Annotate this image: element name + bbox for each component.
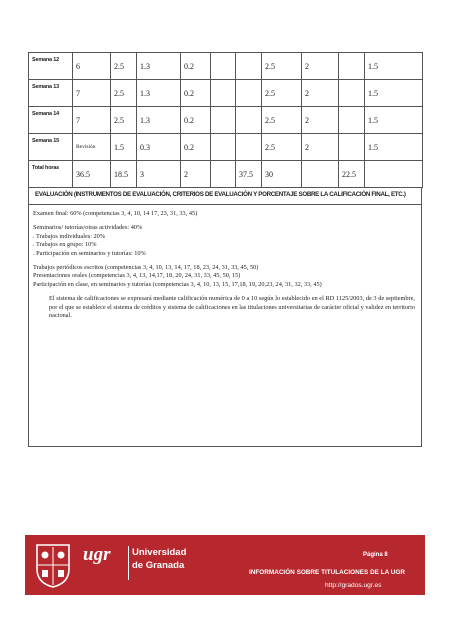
table-row <box>29 134 423 161</box>
week-label: Semana 15 <box>29 134 73 161</box>
table-cell <box>211 53 236 80</box>
table-cell <box>211 161 236 188</box>
table-cell: 1.5 <box>365 134 423 161</box>
table-cell: 1.5 <box>365 107 423 134</box>
document-body <box>28 52 422 447</box>
table-cell <box>236 134 262 161</box>
table-cell: 1.3 <box>137 107 181 134</box>
table-cell: 2.5 <box>111 53 137 80</box>
periodic-item: Participación en clase, en seminarios y tutorías (competencias 3, 4, 10, 13, 15, 17,18, 19, 20,23, 24, 31, 32, 33, 45) <box>33 280 322 288</box>
table-cell <box>302 161 339 188</box>
table-cell: 18.5 <box>111 161 137 188</box>
table-cell: 2 <box>302 107 339 134</box>
periodic-item: Trabajos periódicos escritos (competencias 3, 4, 10, 13, 14, 17, 18, 23, 24, 31, 33, 45, 50) <box>33 264 259 272</box>
seminars-title: Seminarios/ tutorías/otras actividades: 40% <box>33 224 143 232</box>
table-cell: 30 <box>262 161 302 188</box>
ugr-logo-text: ugr <box>83 544 111 565</box>
table-cell: 2 <box>302 80 339 107</box>
table-row-total <box>29 161 423 188</box>
table-cell: Revisión <box>73 134 111 161</box>
table-cell: 2.5 <box>262 107 302 134</box>
table-cell: 3 <box>137 161 181 188</box>
table-cell: 1.3 <box>137 53 181 80</box>
university-name <box>132 546 186 572</box>
table-row <box>29 53 423 80</box>
table-cell: 0.2 <box>181 53 211 80</box>
table-row <box>29 80 423 107</box>
total-label: Total horas <box>29 161 73 188</box>
table-cell <box>365 161 423 188</box>
divider <box>29 204 421 205</box>
university-name-line: Universidad <box>132 547 187 558</box>
website-link[interactable]: http://grados.ugr.es <box>325 582 382 589</box>
table-cell <box>236 80 262 107</box>
table-cell <box>339 80 365 107</box>
table-cell: 36.5 <box>73 161 111 188</box>
table-cell: 7 <box>73 107 111 134</box>
evaluation-text <box>33 210 417 326</box>
table-cell: 2.5 <box>111 80 137 107</box>
table-cell <box>211 107 236 134</box>
table-cell: 2.5 <box>262 134 302 161</box>
periodic-item: Presentaciones orales (competencias 3, 4, 13, 14,17, 18, 20, 24, 31, 33, 45, 50, 15) <box>33 272 241 280</box>
page-number: Página 8 <box>363 552 388 558</box>
table-cell: 0.3 <box>137 134 181 161</box>
table-cell <box>211 134 236 161</box>
table-cell <box>339 107 365 134</box>
table-cell: 0.2 <box>181 80 211 107</box>
periodic-block <box>33 264 417 289</box>
legal-paragraph: El sistema de calificaciones se expresará mediante calificación numérica de 0 a 10 según lo establecido en el RD 1125/2003, de 3 de septiembre, por el que se establece el sistema de créditos y sistema de calificaciones en las titulaciones universitarias de carácter oficial y validez en territorio nacional. <box>49 295 415 320</box>
exam-line: Examen final: 60% (competencias 3, 4, 10, 14 17, 23, 31, 33, 45) <box>33 210 198 217</box>
university-seal-icon <box>33 541 73 589</box>
table-cell: 2 <box>181 161 211 188</box>
seminars-item: . Trabajos individuales: 20% <box>33 232 106 240</box>
seminars-item: . Trabajos en grupo: 10% <box>33 241 97 249</box>
table-cell <box>339 134 365 161</box>
table-row <box>29 107 423 134</box>
divider <box>128 546 129 580</box>
table-cell: 1.5 <box>365 53 423 80</box>
seminars-block <box>33 224 417 258</box>
table-cell: 1.5 <box>365 80 423 107</box>
table-cell <box>339 53 365 80</box>
table-cell: 0.2 <box>181 134 211 161</box>
table-cell: 2.5 <box>111 107 137 134</box>
table-cell <box>236 53 262 80</box>
table-cell: 2 <box>302 53 339 80</box>
info-banner-text: INFORMACIÓN SOBRE TITULACIONES DE LA UGR <box>249 569 405 576</box>
table-cell: 7 <box>73 80 111 107</box>
week-label: Semana 13 <box>29 80 73 107</box>
table-cell: 2.5 <box>262 53 302 80</box>
table-cell: 2.5 <box>262 80 302 107</box>
evaluation-section <box>28 188 422 447</box>
table-cell <box>236 107 262 134</box>
footer-banner <box>25 535 425 595</box>
seminars-item: . Participación en seminarios y tutorías: 10% <box>33 249 146 257</box>
table-cell: 37.5 <box>236 161 262 188</box>
table-cell: 6 <box>73 53 111 80</box>
table-cell: 22.5 <box>339 161 365 188</box>
table-cell: 0.2 <box>181 107 211 134</box>
table-cell: 1.3 <box>137 80 181 107</box>
table-cell <box>211 80 236 107</box>
hours-table <box>28 52 423 188</box>
university-name-line: de Granada <box>132 560 185 571</box>
week-label: Semana 12 <box>29 53 73 80</box>
week-label: Semana 14 <box>29 107 73 134</box>
table-cell: 1.5 <box>111 134 137 161</box>
table-cell: 2 <box>302 134 339 161</box>
evaluation-heading: EVALUACIÓN (INSTRUMENTOS DE EVALUACIÓN, CRITERIOS DE EVALUACIÓN Y PORCENTAJE SOBRE LA CALIFICACIÓN FINAL, ETC.) <box>35 191 406 198</box>
